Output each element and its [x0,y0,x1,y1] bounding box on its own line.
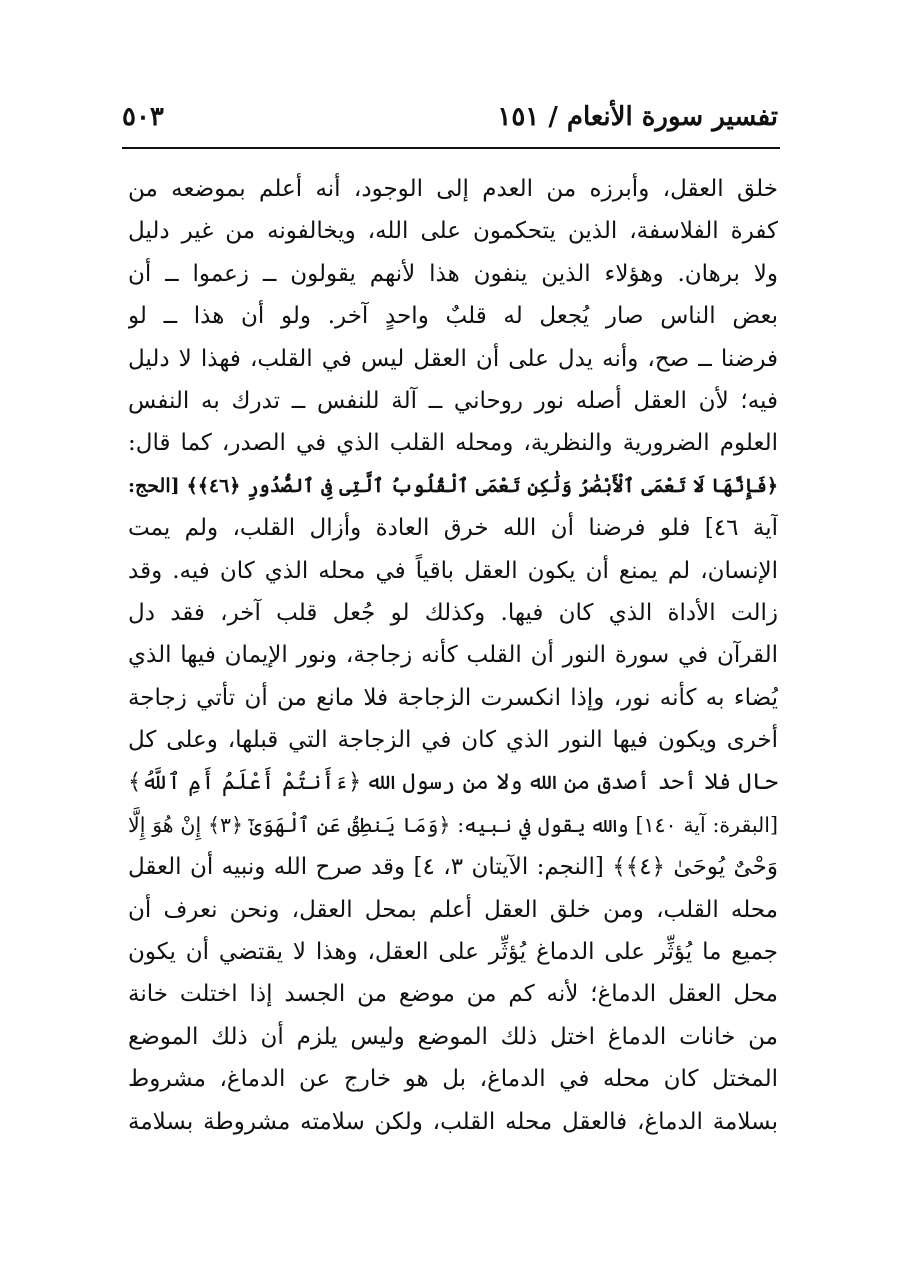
text-line: من خانات الدماغ اختل ذلك الموضع وليس يلزم أن ذلك الموضع [128,1023,778,1050]
text-line: بسلامة الدماغ، فالعقل محله القلب، ولكن سلامته مشروطة بسلامة [128,1108,778,1135]
text-line: فيه؛ لأن العقل أصله نور روحاني ــ آلة للنفس ــ تدرك به النفس [128,387,778,414]
page-number: ٥٠٣ [122,102,164,132]
text-line: القرآن في سورة النور أن القلب كأنه زجاجة، ونور الإيمان فيها الذي [128,642,778,669]
text-line: أخرى ويكون فيها النور الذي كان في الزجاجة التي قبلها، وعلى كل [128,727,778,754]
text-line: [البقرة: آية ١٤٠] والله يقول في نبيه: ﴿وَمَا يَنطِقُ عَنِ ٱلْهَوَىٰٓ ﴿٣﴾ إِنْ هُوَ إِلَّا [128,812,778,837]
text-line: زالت الأداة الذي كان فيها. وكذلك لو جُعل قلب آخر، فقد دل [128,599,778,626]
text-line: وَحْىٌ يُوحَىٰ ﴿٤﴾﴾ [النجم: الآيتان ٣، ٤] وقد صرح الله ونبيه أن العقل [128,854,778,881]
text-line: المختل كان محله في الدماغ، بل هو خارج عن الدماغ، مشروط [128,1066,778,1093]
header-divider [122,147,780,149]
text-line: بعض الناس صار يُجعل له قلبٌ واحدٍ آخر. ولو أن هذا ــ لو [128,303,778,330]
page-header [122,98,778,146]
text-line: كفرة الفلاسفة، الذين يتحكمون على الله، ويخالفونه من غير دليل [128,218,778,245]
text-line: حال فلا أحد أصدق من الله ولا من رسول الله ﴿ءَأَنتُمْ أَعْلَمُ أَمِ ٱللَّهُ﴾ [128,769,778,796]
running-title: تفسير سورة الأنعام / ١٥١ [497,102,778,132]
text-line: آية ٤٦] فلو فرضنا أن الله خرق العادة وأزال القلب، ولم يمت [128,515,778,542]
body-text [128,168,778,1143]
text-line: محله القلب، ومن خلق العقل أعلم بمحل العقل، ونحن نعرف أن [128,896,778,923]
text-line: ولا برهان. وهؤلاء الذين ينفون هذا لأنهم يقولون ــ زعموا ــ أن [128,260,778,287]
text-line: يُضاء به كأنه نور، وإذا انكسرت الزجاجة فلا مانع من أن تأتي زجاجة [128,684,778,711]
text-line: العلوم الضرورية والنظرية، ومحله القلب الذي في الصدر، كما قال: [128,430,778,457]
text-line: الإنسان، لم يمنع أن يكون العقل باقياً في محله الذي كان فيه. وقد [128,557,778,584]
text-line: فرضنا ــ صح، وأنه يدل على أن العقل ليس في القلب، فهذا لا دليل [128,345,778,372]
text-line: جميع ما يُؤثِّر على الدماغ يُؤثِّر على العقل، وهذا لا يقتضي أن يكون [128,939,778,966]
text-line-quran-verse: ﴿فَإِنَّهَا لَا تَعْمَى ٱلْأَبْصَٰرُ وَلَٰكِن تَعْمَى ٱلْقُلُوبُ ٱلَّتِى فِى ٱلصُّدُورِ ﴿٤٦﴾﴾ [الحج: [128,474,778,497]
text-line: خلق العقل، وأبرزه من العدم إلى الوجود، أنه أعلم بموضعه من [128,176,778,202]
text-line: محل العقل الدماغ؛ لأنه كم من موضع من الجسد إذا اختلت خانة [128,981,778,1008]
